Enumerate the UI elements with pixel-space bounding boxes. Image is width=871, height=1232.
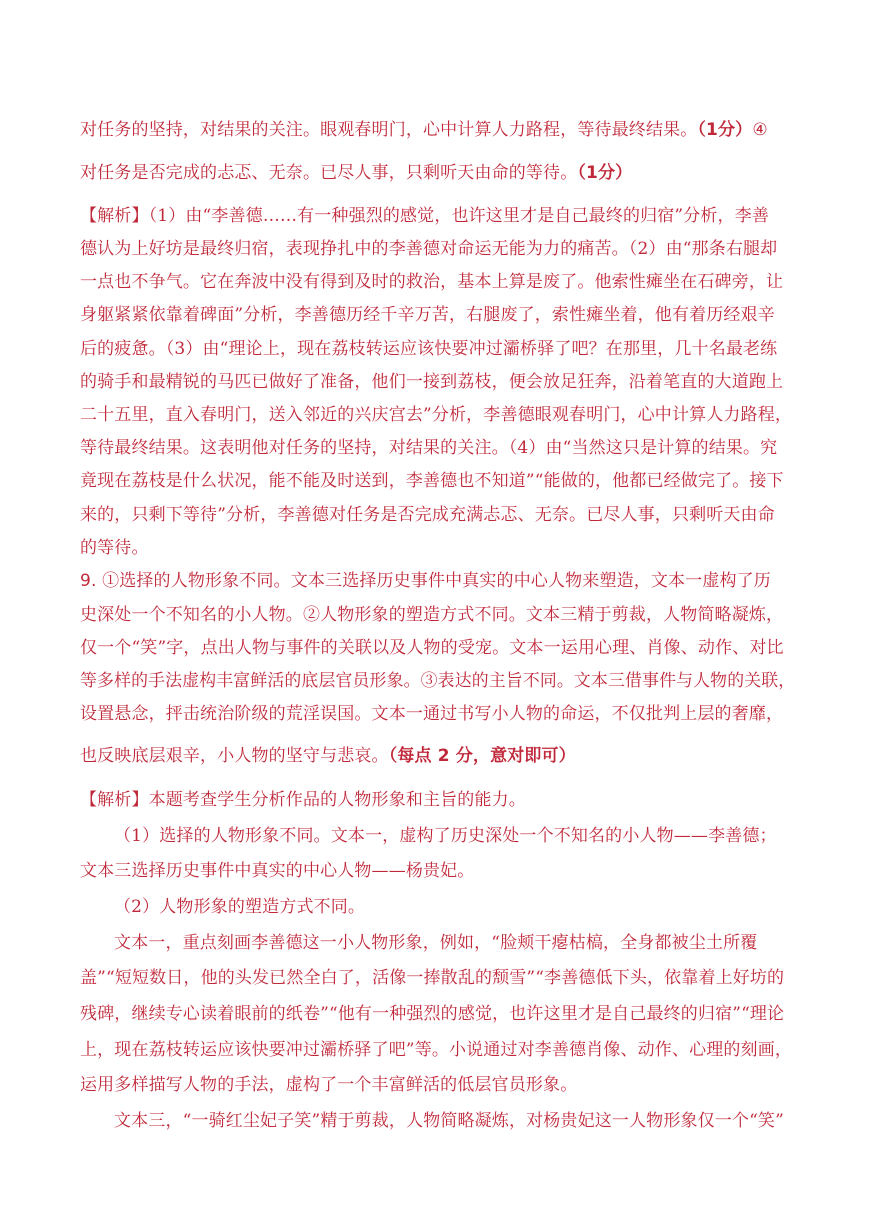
analysis-line: 等待最终结果。这表明他对任务的坚持，对结果的关注。（4）由“当然这只是计算的结果。究 — [80, 438, 778, 458]
answer-text: 对任务的坚持，对结果的关注。眼观春明门，心中计算人力路程，等待最终结果。 — [80, 120, 698, 140]
analysis-line: 身躯紧紧依靠着碑面”分析，李善德历经千辛万苦，右腿废了，索性瘫坐着，他有着历经艰辛 — [80, 305, 775, 325]
question-number: 9. — [80, 571, 97, 591]
analysis2-line: 残碑，继续专心读着眼前的纸卷”“他有一种强烈的感觉，也许这里才是自己最终的归宿”“理论 — [80, 1004, 785, 1024]
analysis2-line: 文本一，重点刻画李善德这一小人物形象，例如，“脸颊干瘪枯槁，全身都被尘土所覆 — [114, 933, 758, 953]
analysis2-line: 盖”“短短数日，他的头发已然全白了，活像一捧散乱的颓雪”“李善德低下头，依靠着上好坊的 — [80, 968, 785, 988]
analysis-text: 本题考查学生分析作品的人物形象和主旨的能力。 — [148, 790, 526, 810]
analysis-line: 后的疲惫。（3）由“理论上，现在荔枝转运应该快要冲过灞桥驿了吧？在那里，几十名最老练 — [80, 339, 778, 359]
analysis-line: 来的，只剩下等待”分析，李善德对任务是否完成充满忐忑、无奈。已尽人事，只剩听天由命 — [80, 505, 775, 525]
q9-line: 设置悬念，抨击统治阶级的荒淫误国。文本一通过书写小人物的命运，不仅批判上层的奢靡， — [80, 704, 784, 724]
answer-line-1 — [80, 119, 795, 141]
analysis-line: 德认为上好坊是最终归宿，表现挣扎中的李善德对命运无能为力的痛苦。（2）由“那条右腿却 — [80, 239, 778, 259]
q9-line: 仅一个“笑”字，点出人物与事件的关联以及人物的受宠。文本一运用心理、肖像、动作、对比 — [80, 638, 784, 658]
q9-line-last — [80, 745, 795, 767]
q9-text: 也反映底层艰辛，小人物的坚守与悲哀。 — [80, 746, 389, 766]
q9-line: 等多样的手法虚构丰富鲜活的底层官员形象。③表达的主旨不同。文本三借事件与人物的关联， — [80, 671, 796, 691]
q9-line: 史深处一个不知名的小人物。②人物形象的塑造方式不同。文本三精于剪裁，人物简略凝炼， — [80, 605, 784, 625]
analysis2-line: 文本三，“一骑红尘妃子笑”精于剪裁，人物简略凝炼，对杨贵妃这一人物形象仅一个“笑” — [114, 1111, 784, 1131]
analysis2-line: （2）人物形象的塑造方式不同。 — [114, 897, 366, 917]
analysis-line: 一点也不争气。它在奔波中没有得到及时的救治，基本上算是废了。他索性瘫坐在石碑旁，让 — [80, 272, 784, 292]
analysis-label: 【解析】 — [80, 790, 149, 810]
answer-text: 对任务是否完成的忐忑、无奈。已尽人事，只剩听天由命的等待。 — [80, 163, 578, 183]
analysis2-line: 上，现在荔枝转运应该快要冲过灞桥驿了吧”等。小说通过对李善德肖像、动作、心理的刻画， — [80, 1040, 792, 1060]
analysis-line: 二十五里，直入春明门，送入邻近的兴庆宫去”分析，李善德眼观春明门，心中计算人力路程， — [80, 405, 792, 425]
score-badge: （1分） — [697, 120, 753, 140]
analysis-label: 【解析】 — [80, 206, 149, 226]
q9-text: ①选择的人物形象不同。文本三选择历史事件中真实的中心人物来塑造，文本一虚构了历 — [102, 571, 771, 591]
score-badge: （每点 2 分，意对即可） — [388, 746, 576, 766]
answer-line-2 — [80, 162, 795, 184]
q9-line-1 — [80, 570, 795, 592]
analysis-line: 竟现在荔枝是什么状况，能不能及时送到，李善德也不知道”“能做的，他都已经做完了。接下 — [80, 471, 784, 491]
circled-number: ④ — [752, 120, 768, 140]
score-badge: （1分） — [577, 163, 633, 183]
analysis-line: 的骑手和最精锐的马匹已做好了准备，他们一接到荔枝，便会放足狂奔，沿着笔直的大道跑上 — [80, 372, 784, 392]
analysis2-line: （1）选择的人物形象不同。文本一，虚构了历史深处一个不知名的小人物——李善德； — [114, 826, 777, 846]
analysis2-line: 运用多样描写人物的手法，虚构了一个丰富鲜活的低层官员形象。 — [80, 1075, 578, 1095]
analysis-text: （1）由“李善德……有一种强烈的感觉，也许这里才是自己最终的归宿”分析，李善 — [148, 206, 770, 226]
analysis2-line: 文本三选择历史事件中真实的中心人物——杨贵妃。 — [80, 861, 475, 881]
analysis-line — [80, 205, 795, 227]
analysis2-intro — [80, 789, 795, 811]
analysis-line: 的等待。 — [80, 538, 149, 558]
